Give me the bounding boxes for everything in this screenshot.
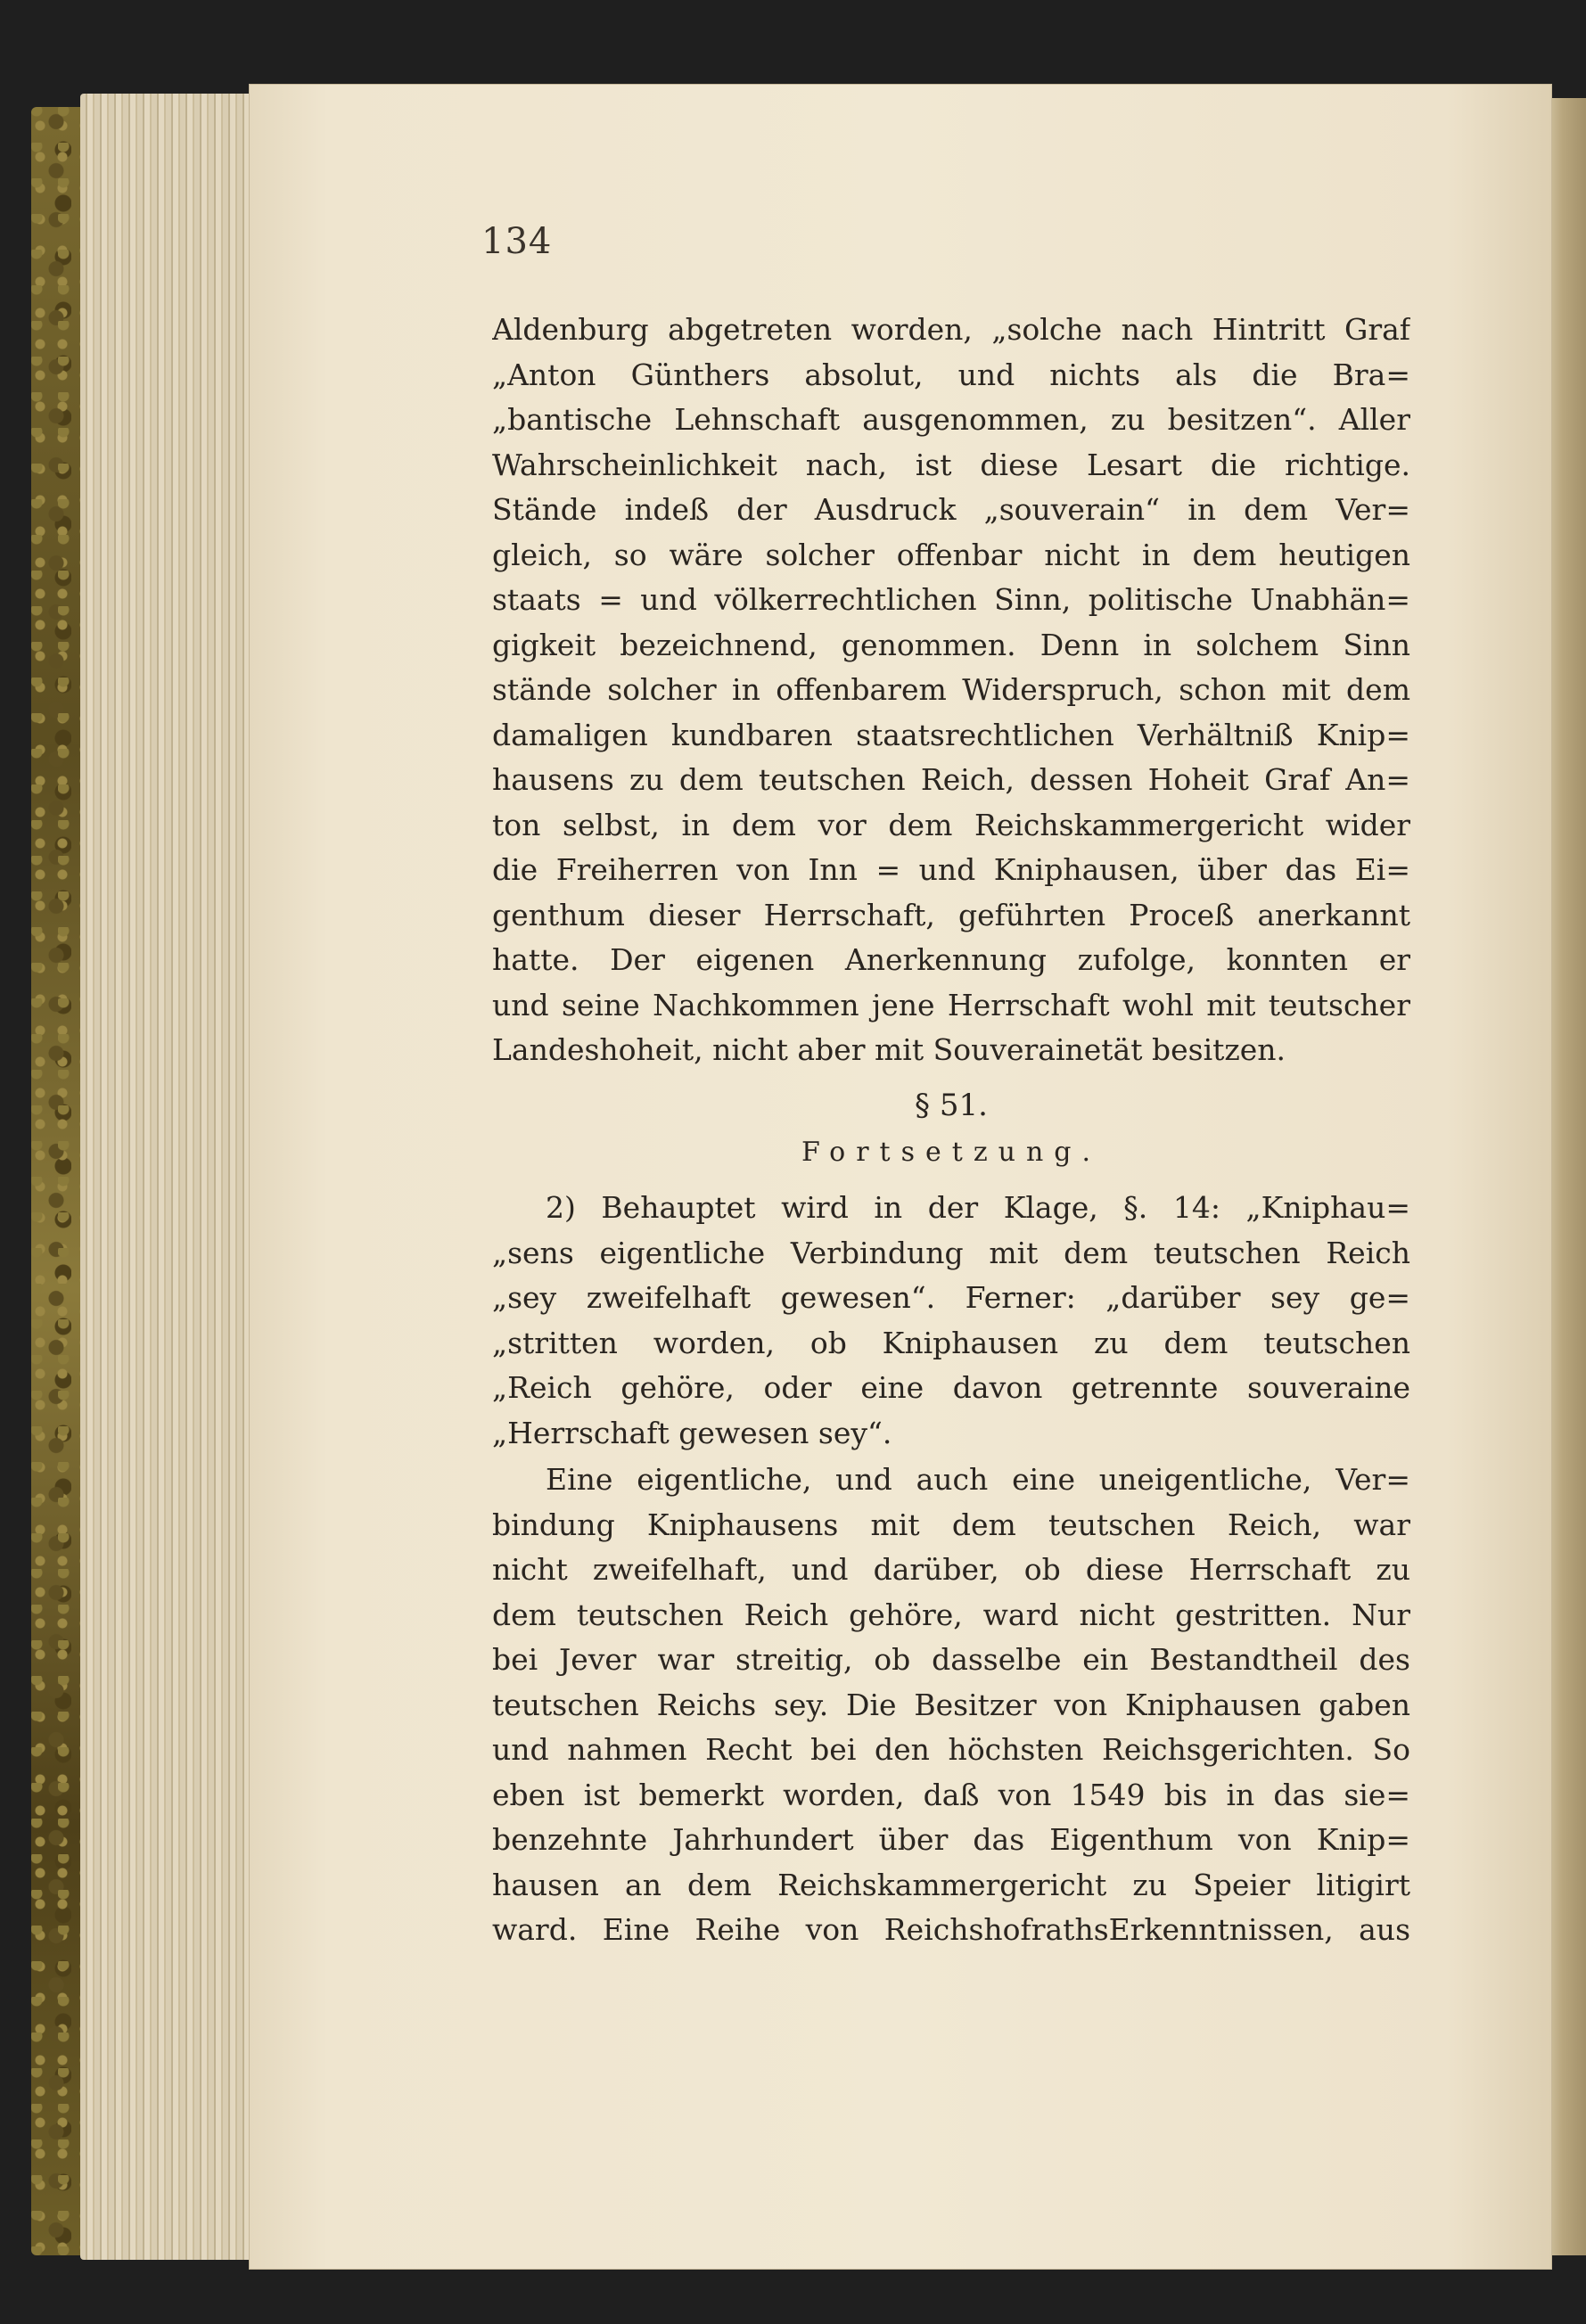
section-title: Fortsetzung. [801,1137,1102,1168]
text-line: benzehnte Jahrhundert über das Eigenthum von Knip= [492,1822,1410,1857]
text-line: „Herrschaft gewesen sey“. [492,1415,892,1450]
text-line: Wahrscheinlichkeit nach, ist diese Lesart die richtige. [492,447,1410,482]
paragraph-1 [492,308,1410,1073]
text-line: „Reich gehöre, oder eine davon getrennte souveraine [492,1370,1410,1405]
text-line: genthum dieser Herrschaft, geführten Proceß anerkannt [492,897,1410,932]
paragraph-3 [492,1458,1410,1953]
text-line: bei Jever war streitig, ob dasselbe ein Bestandtheil des [492,1642,1410,1677]
text-line: Aldenburg abgetreten worden, „solche nach Hintritt Graf [492,312,1410,347]
page-edges [80,94,259,2260]
text-line: „sens eigentliche Verbindung mit dem teutschen Reich [492,1235,1410,1270]
text-line: eben ist bemerkt worden, daß von 1549 bis in das sie= [492,1777,1410,1812]
cover-edge-right [1547,98,1586,2255]
text-line: gleich, so wäre solcher offenbar nicht in dem heutigen [492,537,1410,572]
text-line: Landeshoheit, nicht aber mit Souverainetät besitzen. [492,1032,1286,1067]
text-line: „bantische Lehnschaft ausgenommen, zu besitzen“. Aller [492,402,1410,437]
text-line: staats = und völkerrechtlichen Sinn, politische Unabhän= [492,582,1410,617]
text-line: teutschen Reichs sey. Die Besitzer von Kniphausen gaben [492,1687,1410,1722]
text-line: „stritten worden, ob Kniphausen zu dem teutschen [492,1325,1410,1360]
text-line: 2) Behauptet wird in der Klage, §. 14: „Kniphau= [546,1190,1410,1225]
text-line: nicht zweifelhaft, und darüber, ob diese Herrschaft zu [492,1552,1410,1587]
text-line: ward. Eine Reihe von ReichshofrathsErkenntnissen, aus [492,1912,1410,1947]
text-line: hatte. Der eigenen Anerkennung zufolge, konnten er [492,942,1410,977]
section-number: § 51. [915,1088,988,1123]
text-line: „sey zweifelhaft gewesen“. Ferner: „darüber sey ge= [492,1280,1410,1315]
text-line: stände solcher in offenbarem Widerspruch, schon mit dem [492,672,1410,707]
paragraph-2 [492,1186,1410,1456]
text-line: Eine eigentliche, und auch eine uneigentliche, Ver= [546,1462,1410,1497]
text-line: gigkeit bezeichnend, genommen. Denn in solchem Sinn [492,627,1410,662]
text-line: „Anton Günthers absolut, und nichts als die Bra= [492,357,1410,392]
text-line: hausen an dem Reichskammergericht zu Speier litigirt [492,1867,1410,1902]
text-line: die Freiherren von Inn = und Kniphausen, über das Ei= [492,852,1410,887]
marbled-cover-left [31,107,85,2255]
text-line: dem teutschen Reich gehöre, ward nicht gestritten. Nur [492,1597,1410,1632]
text-line: damaligen kundbaren staatsrechtlichen Verhältniß Knip= [492,717,1410,752]
text-line: und seine Nachkommen jene Herrschaft wohl mit teutscher [492,987,1410,1022]
text-line: bindung Kniphausens mit dem teutschen Reich, war [492,1507,1410,1542]
text-line: ton selbst, in dem vor dem Reichskammergericht wider [492,807,1410,842]
text-line: hausens zu dem teutschen Reich, dessen Hoheit Graf An= [492,762,1410,797]
page-number: 134 [481,221,553,262]
text-line: Stände indeß der Ausdruck „souverain“ in dem Ver= [492,492,1410,527]
text-line: und nahmen Recht bei den höchsten Reichsgerichten. So [492,1732,1410,1767]
